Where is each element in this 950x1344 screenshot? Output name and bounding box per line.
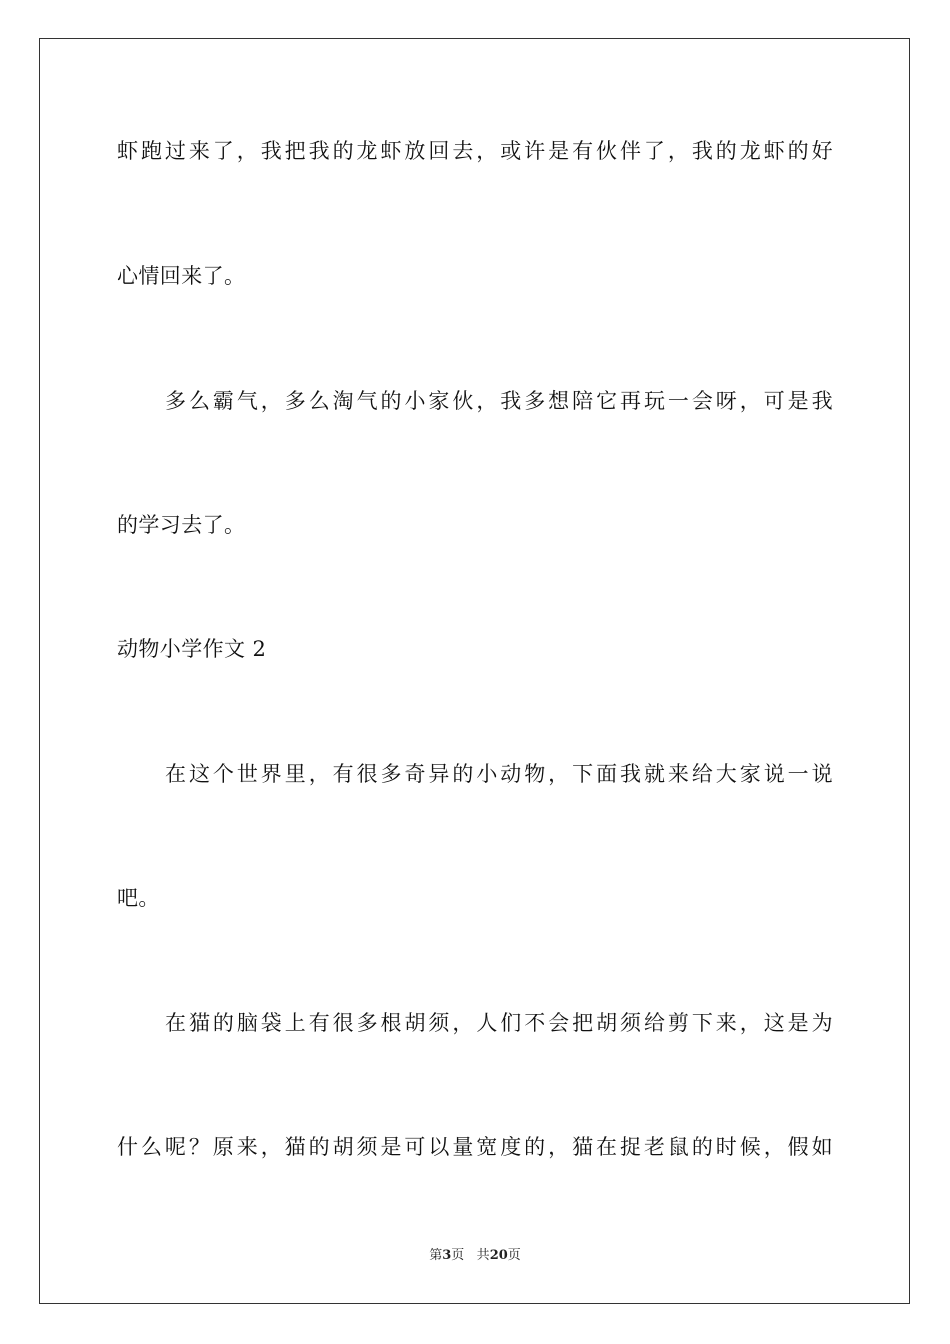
body-line: 在猫的脑袋上有很多根胡须，人们不会把胡须给剪下来，这是为 [165,1011,833,1035]
body-line: 多么霸气，多么淘气的小家伙，我多想陪它再玩一会呀，可是我 [165,389,833,413]
body-line: 的学习去了。 [117,513,246,537]
body-line: 在这个世界里，有很多奇异的小动物，下面我就来给大家说一说 [165,762,833,786]
body-line: 什么呢？原来，猫的胡须是可以量宽度的，猫在捉老鼠的时候，假如 [117,1135,833,1159]
footer-page-number: 3 [442,1248,452,1263]
footer-total-pages: 20 [489,1248,508,1263]
footer-total-prefix: 共 [476,1248,490,1263]
section-heading: 动物小学作文 2 [117,637,267,661]
body-line: 心情回来了。 [117,264,246,288]
page-footer [0,1247,950,1265]
footer-page-prefix: 第 [429,1248,443,1263]
page-frame [39,38,910,1304]
body-line: 虾跑过来了，我把我的龙虾放回去，或许是有伙伴了，我的龙虾的好 [117,139,833,163]
footer-page-suffix: 页 [451,1248,465,1263]
body-line: 吧。 [117,886,160,910]
footer-total-suffix: 页 [507,1248,521,1263]
